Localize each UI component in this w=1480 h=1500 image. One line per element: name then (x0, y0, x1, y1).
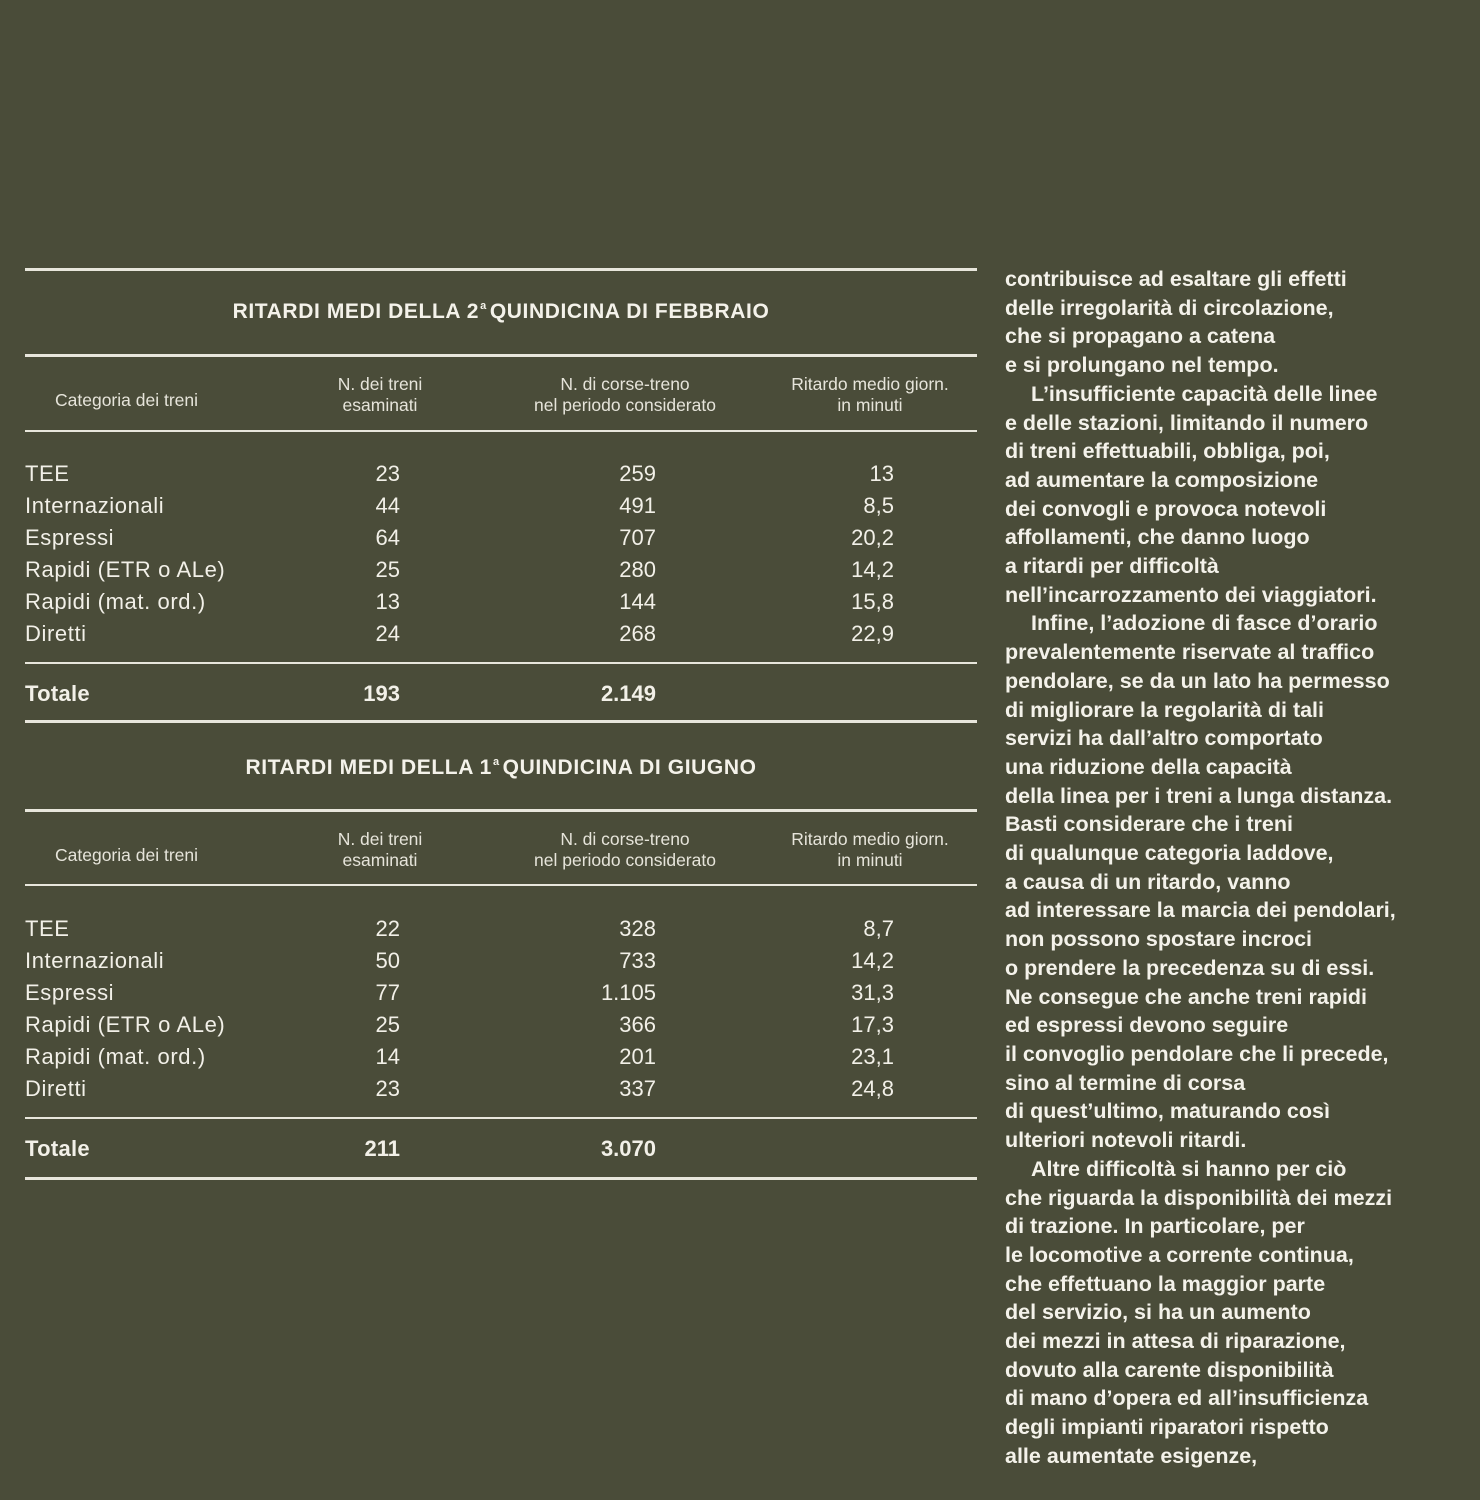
table1-header-category: Categoria dei treni (55, 390, 198, 410)
text-line: o prendere la precedenza su di essi. (1005, 955, 1375, 980)
text-line: dei convogli e provoca notevoli (1005, 496, 1327, 521)
text-line: alle aumentate esigenze, (1005, 1443, 1258, 1468)
text-line: di trazione. In particolare, per (1005, 1214, 1305, 1239)
table1-header-top-rule (25, 354, 977, 357)
table1-total-row: Totale 193 2.149 (25, 681, 656, 706)
text-line: di treni effettuabili, obbliga, poi, (1005, 439, 1330, 464)
text-line: di migliorare la regolarità di tali (1005, 697, 1325, 722)
table1-title: RITARDI MEDI DELLA 2$^a$ QUINDICINA DI FEBBRAIO (232, 300, 770, 323)
text-line: Infine, l’adozione di fasce d’orario (1031, 611, 1378, 636)
table-row: Espressi 77 1.105 31,3 (25, 980, 894, 1005)
table2-total-rule (25, 1117, 977, 1119)
text-line: L’insufficiente capacità delle linee (1031, 381, 1378, 406)
text-line: a causa di un ritardo, vanno (1005, 869, 1291, 894)
table-row: TEE 22 328 8,7 (25, 916, 894, 941)
table-row: Diretti 24 268 22,9 (25, 621, 894, 646)
table1-header-bottom-rule (25, 430, 977, 432)
table1-header-runs: N. di corse-treno nel periodo considerato (534, 374, 716, 415)
text-line: che si propagano a catena (1005, 324, 1276, 349)
text-line: del servizio, si ha un aumento (1005, 1300, 1311, 1325)
text-line: servizi ha dall’altro comportato (1005, 726, 1323, 751)
text-line: Basti considerare che i treni (1005, 812, 1293, 837)
text-line: e delle stazioni, limitando il numero (1005, 410, 1369, 435)
table1-header-delay: Ritardo medio giorn. in minuti (791, 374, 949, 415)
text-line: nell’incarrozzamento dei viaggiatori. (1005, 582, 1377, 607)
text-line: una riduzione della capacità (1005, 754, 1292, 779)
text-line: di quest’ultimo, maturando così (1005, 1099, 1330, 1124)
table2-bottom-rule (25, 1177, 977, 1180)
text-line: dei mezzi in attesa di riparazione, (1005, 1329, 1346, 1354)
table2-total-row: Totale 211 3.070 (25, 1136, 656, 1161)
table-row: Rapidi (mat. ord.) 14 201 23,1 (25, 1044, 894, 1069)
table2-header-top-rule (25, 809, 977, 812)
text-line: il convoglio pendolare che li precede, (1005, 1041, 1389, 1066)
text-line: di mano d’opera ed all’insufficienza (1005, 1386, 1369, 1411)
table-row: Internazionali 50 733 14,2 (25, 948, 894, 973)
text-line: Ne consegue che anche treni rapidi (1005, 984, 1368, 1009)
table2-title: RITARDI MEDI DELLA 1$^a$ QUINDICINA DI GIUGNO (245, 756, 757, 779)
text-line: degli impianti riparatori rispetto (1005, 1415, 1329, 1440)
text-line: della linea per i treni a lunga distanza. (1005, 783, 1393, 808)
text-line: ed espressi devono seguire (1005, 1013, 1289, 1038)
table-row: Diretti 23 337 24,8 (25, 1076, 894, 1101)
text-line: sino al termine di corsa (1005, 1070, 1246, 1095)
table-row: Espressi 64 707 20,2 (25, 525, 894, 550)
table2-header-runs: N. di corse-treno nel periodo considerato (534, 829, 716, 870)
text-line: che effettuano la maggior parte (1005, 1271, 1326, 1296)
table1-header-trains: N. dei treni esaminati (337, 374, 423, 415)
text-line: ad interessare la marcia dei pendolari, (1005, 898, 1396, 923)
text-line: pendolare, se da un lato ha permesso (1005, 668, 1390, 693)
table2-header-trains: N. dei treni esaminati (337, 829, 423, 870)
table-row: TEE 23 259 13 (25, 461, 894, 486)
text-line: Altre difficoltà si hanno per ciò (1031, 1156, 1347, 1181)
text-line: delle irregolarità di circolazione, (1005, 295, 1334, 320)
text-line: ulteriori notevoli ritardi. (1005, 1128, 1247, 1153)
table1-total-rule (25, 662, 977, 664)
table1-bottom-rule (25, 720, 977, 723)
table-row: Internazionali 44 491 8,5 (25, 493, 894, 518)
text-line: dovuto alla carente disponibilità (1005, 1357, 1334, 1382)
text-line: che riguarda la disponibilità dei mezzi (1005, 1185, 1393, 1210)
table-row: Rapidi (ETR o ALe) 25 366 17,3 (25, 1012, 894, 1037)
text-line: a ritardi per difficoltà (1005, 554, 1219, 579)
text-line: non possono spostare incroci (1005, 927, 1313, 952)
text-line: e si prolungano nel tempo. (1005, 353, 1279, 378)
table1-top-rule (25, 268, 977, 271)
text-line: contribuisce ad esaltare gli effetti (1005, 267, 1347, 291)
text-line: affollamenti, che danno luogo (1005, 525, 1310, 550)
table2-header-delay: Ritardo medio giorn. in minuti (791, 829, 949, 870)
body-text-column (1005, 265, 1475, 1471)
table-row: Rapidi (mat. ord.) 13 144 15,8 (25, 589, 894, 614)
text-line: ad aumentare la composizione (1005, 467, 1319, 492)
text-line: prevalentemente riservate al traffico (1005, 640, 1375, 665)
text-line: le locomotive a corrente continua, (1005, 1242, 1354, 1267)
table2-header-category: Categoria dei treni (55, 845, 198, 865)
table-row: Rapidi (ETR o ALe) 25 280 14,2 (25, 557, 894, 582)
text-line: di qualunque categoria laddove, (1005, 841, 1334, 866)
table2-header-bottom-rule (25, 884, 977, 886)
